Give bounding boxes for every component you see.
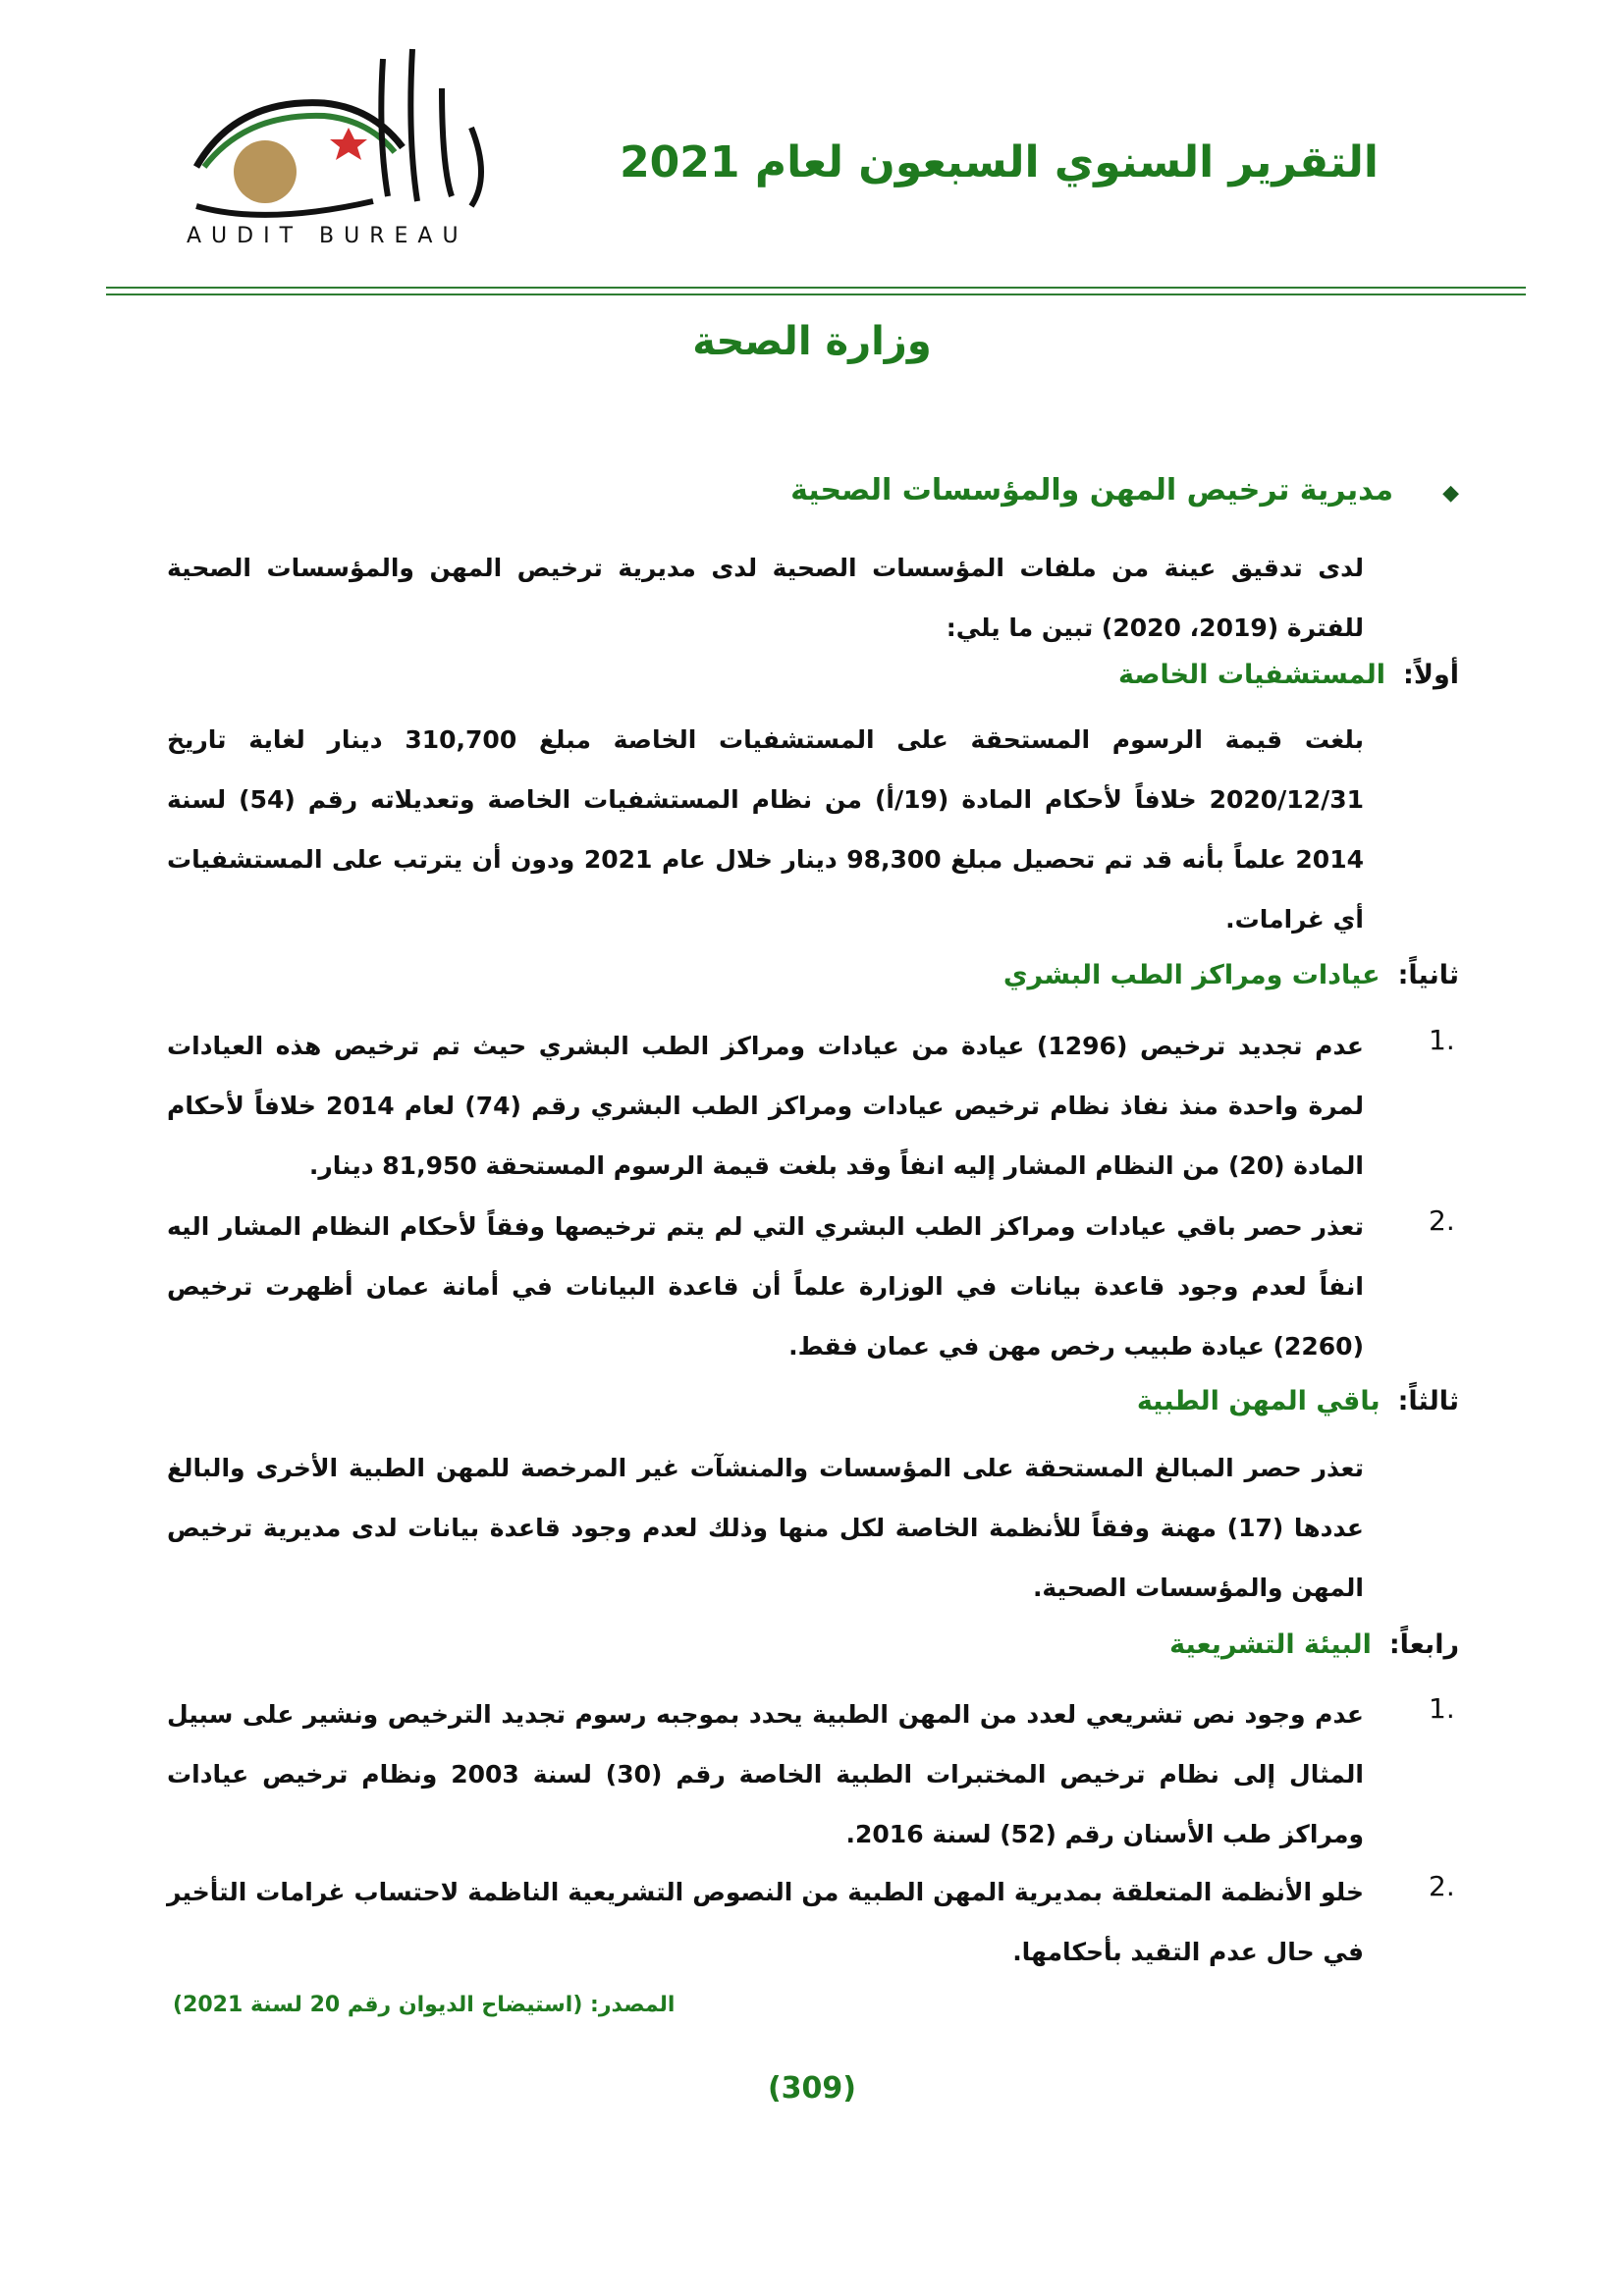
intro-paragraph: لدى تدقيق عينة من ملفات المؤسسات الصحية لدى مديرية ترخيص المهن والمؤسسات الصحية للفترة (2019، 2020) تبين ما يلي: xyxy=(167,554,1364,642)
part-3-paragraph: تعذر حصر المبالغ المستحقة على المؤسسات والمنشآت غير المرخصة للمهن الطبية الأخرى والبالغ عددها (17) مهنة وفقاً للأنظمة الخاصة لكل منها وذلك لعدم وجود قاعدة بيانات لدى مديرية ترخيص المهن والمؤسسات الصحية. xyxy=(167,1454,1364,1602)
list-item: عدم وجود نص تشريعي لعدد من المهن الطبية يحدد بموجبه رسوم تجديد الترخيص ونشير على سبيل المثال إلى نظام ترخيص المختبرات الطبية الخاصة رقم (30) لسنة 2003 ونظام ترخيص عيادات ومراكز طب الأسنان رقم (52) لسنة 2016. xyxy=(167,1700,1364,1848)
source-note: المصدر: (استيضاح الديوان رقم 20 لسنة 2021) xyxy=(173,1993,676,2017)
page-number: (309) xyxy=(767,2071,857,2106)
part-title: عيادات ومراكز الطب البشري xyxy=(1002,960,1380,990)
part-label: رابعاً: xyxy=(1388,1629,1459,1660)
part-4-heading xyxy=(1169,1629,1459,1660)
audit-bureau-logo xyxy=(177,29,560,255)
part-1-paragraph: بلغت قيمة الرسوم المستحقة على المستشفيات الخاصة مبلغ 310,700 دينار لغاية تاريخ 2020/12/31 خلافاً لأحكام المادة (19/أ) من نظام المستشفيات الخاصة وتعديلاته رقم (54) لسنة 2014 علماً بأنه قد تم تحصيل مبلغ 98,300 دينار خلال عام 2021 ودون أن يترتب على المستشفيات أي غرامات. xyxy=(167,725,1364,934)
list-item: تعذر حصر باقي عيادات ومراكز الطب البشري التي لم يتم ترخيصها وفقاً لأحكام النظام المشار اليه انفاً لعدم وجود قاعدة بيانات في الوزارة علماً أن قاعدة البيانات في أمانة عمان أظهرت ترخيص (2260) عيادة طبيب رخص مهن في عمان فقط. xyxy=(167,1212,1364,1361)
ministry-title: وزارة الصحة xyxy=(692,319,932,364)
part-label: ثالثاً: xyxy=(1397,1386,1459,1416)
list-number: 1. xyxy=(1429,1692,1455,1725)
part-3-heading xyxy=(1137,1386,1459,1416)
part-title: المستشفيات الخاصة xyxy=(1118,660,1386,690)
part-label: ثانياً: xyxy=(1397,960,1459,990)
report-title: التقرير السنوي السبعون لعام 2021 xyxy=(620,137,1379,187)
list-item: خلو الأنظمة المتعلقة بمديرية المهن الطبية من النصوص التشريعية الناظمة لاحتساب غرامات التأخير في حال عدم التقيد بأحكامها. xyxy=(167,1878,1364,1966)
part-title: باقي المهن الطبية xyxy=(1136,1386,1380,1416)
section-title: مديرية ترخيص المهن والمؤسسات الصحية xyxy=(790,473,1394,507)
part-1-heading xyxy=(1118,660,1459,690)
section-heading xyxy=(790,473,1459,507)
part-title: البيئة التشريعية xyxy=(1169,1629,1372,1660)
list-number: 1. xyxy=(1429,1024,1455,1056)
header-divider xyxy=(106,287,1526,295)
part-2-heading xyxy=(1003,960,1459,990)
logo-text: AUDIT BUREAU xyxy=(187,224,468,248)
list-number: 2. xyxy=(1429,1870,1455,1902)
part-label: أولاً: xyxy=(1403,660,1459,690)
diamond-bullet-icon: ◆ xyxy=(1442,481,1459,506)
list-item: عدم تجديد ترخيص (1296) عيادة من عيادات ومراكز الطب البشري حيث تم ترخيص هذه العيادات لمرة واحدة منذ نفاذ نظام ترخيص عيادات ومراكز الطب البشري رقم (74) لعام 2014 خلافاً لأحكام المادة (20) من النظام المشار إليه انفاً وقد بلغت قيمة الرسوم المستحقة 81,950 دينار. xyxy=(167,1032,1364,1180)
list-number: 2. xyxy=(1429,1204,1455,1237)
